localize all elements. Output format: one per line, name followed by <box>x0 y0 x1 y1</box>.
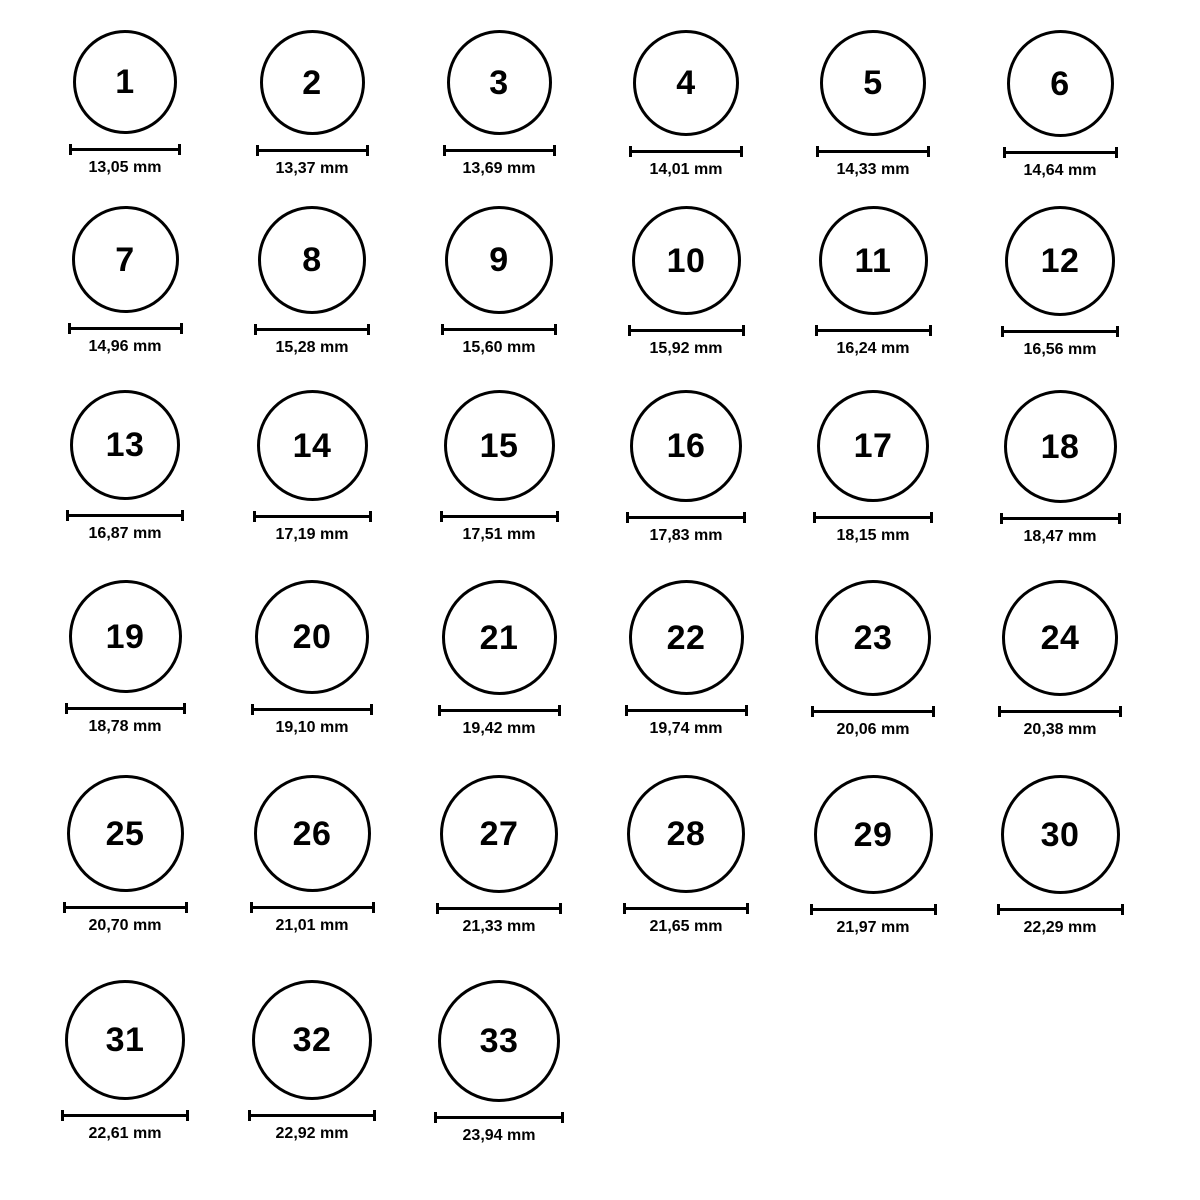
diameter-label: 14,33 mm <box>836 161 910 178</box>
ring-size-number: 5 <box>863 64 883 102</box>
diameter-label: 16,87 mm <box>88 525 162 542</box>
ring-size-number: 23 <box>853 619 893 657</box>
measure-line <box>810 908 937 911</box>
measure-tick-right <box>934 904 937 915</box>
measure-tick-right <box>1116 326 1119 337</box>
measure-tick-left <box>434 1112 437 1123</box>
ring-size-number: 3 <box>489 63 509 102</box>
ring-circle-wrapper <box>69 580 182 693</box>
diameter-measure-bar <box>1003 147 1118 157</box>
measure-tick-right <box>932 706 935 717</box>
diameter-measure-bar <box>69 144 181 154</box>
diameter-measure-bar <box>253 511 372 521</box>
ring-circle-wrapper <box>445 206 553 314</box>
ring-size-number: 14 <box>292 426 332 465</box>
measure-tick-right <box>1118 513 1121 524</box>
measure-tick-right <box>740 146 743 157</box>
measure-tick-right <box>927 146 930 157</box>
measure-tick-right <box>180 323 183 334</box>
measure-line <box>1001 330 1119 333</box>
ring-size-cell <box>227 980 397 1143</box>
ring-circle-outline <box>255 580 369 694</box>
measure-tick-left <box>66 510 69 521</box>
ring-circle-wrapper <box>630 390 742 502</box>
ring-circle-outline <box>817 390 929 502</box>
ring-size-cell <box>975 30 1145 180</box>
ring-circle-wrapper <box>819 206 928 315</box>
measure-line <box>438 709 561 712</box>
ring-circle-wrapper <box>815 580 931 696</box>
ring-size-cell <box>788 30 958 179</box>
diameter-label: 22,61 mm <box>88 1125 162 1142</box>
measure-tick-left <box>816 146 819 157</box>
measure-line <box>63 906 188 909</box>
ring-size-cell <box>975 775 1145 937</box>
ring-size-number: 33 <box>479 1022 519 1060</box>
measure-tick-right <box>743 512 746 523</box>
ring-size-number: 7 <box>115 240 135 279</box>
measure-line <box>61 1114 189 1117</box>
measure-line <box>251 708 373 711</box>
ring-size-number: 32 <box>292 1021 332 1059</box>
measure-tick-right <box>929 325 932 336</box>
ring-circle-wrapper <box>72 206 179 313</box>
diameter-measure-bar <box>625 705 748 715</box>
ring-size-cell <box>975 206 1145 359</box>
diameter-measure-bar <box>61 1110 189 1120</box>
measure-tick-left <box>628 325 631 336</box>
ring-size-cell <box>227 775 397 935</box>
measure-tick-left <box>623 903 626 914</box>
ring-circle-wrapper <box>67 775 184 892</box>
ring-size-cell <box>40 206 210 356</box>
ring-circle-wrapper <box>629 580 744 695</box>
diameter-measure-bar <box>628 325 745 335</box>
ring-circle-wrapper <box>627 775 745 893</box>
ring-size-number: 20 <box>292 618 332 656</box>
measure-line <box>997 908 1124 911</box>
ring-circle-wrapper <box>257 390 368 501</box>
measure-tick-left <box>1000 513 1003 524</box>
ring-size-number: 26 <box>292 814 332 853</box>
measure-tick-right <box>556 511 559 522</box>
ring-circle-wrapper <box>73 30 177 134</box>
diameter-measure-bar <box>1000 513 1121 523</box>
diameter-label: 19,10 mm <box>275 719 349 736</box>
diameter-label: 17,83 mm <box>649 527 723 544</box>
diameter-measure-bar <box>440 511 559 521</box>
measure-tick-left <box>251 704 254 715</box>
measure-line <box>69 148 181 151</box>
measure-tick-right <box>745 705 748 716</box>
ring-size-cell <box>40 980 210 1143</box>
measure-tick-right <box>1115 147 1118 158</box>
diameter-measure-bar <box>65 703 186 713</box>
diameter-label: 21,97 mm <box>836 919 910 936</box>
diameter-label: 15,28 mm <box>275 339 349 356</box>
measure-tick-left <box>438 705 441 716</box>
ring-size-cell <box>601 390 771 545</box>
measure-tick-right <box>554 324 557 335</box>
ring-size-cell <box>601 775 771 936</box>
measure-tick-left <box>253 511 256 522</box>
diameter-measure-bar <box>997 904 1124 914</box>
ring-circle-wrapper <box>252 980 372 1100</box>
ring-size-number: 28 <box>666 815 706 853</box>
ring-size-cell <box>788 390 958 545</box>
ring-circle-outline <box>442 580 557 695</box>
diameter-label: 17,51 mm <box>462 526 536 543</box>
diameter-measure-bar <box>811 706 935 716</box>
measure-line <box>254 328 370 331</box>
diameter-label: 19,74 mm <box>649 720 723 737</box>
ring-circle-outline <box>438 980 560 1102</box>
diameter-label: 13,05 mm <box>88 159 162 176</box>
diameter-label: 18,15 mm <box>836 527 910 544</box>
ring-circle-wrapper <box>65 980 185 1100</box>
diameter-measure-bar <box>248 1110 376 1120</box>
ring-circle-outline <box>1002 580 1118 696</box>
measure-line <box>628 329 745 332</box>
ring-circle-wrapper <box>254 775 371 892</box>
diameter-measure-bar <box>815 325 932 335</box>
measure-tick-right <box>742 325 745 336</box>
measure-tick-right <box>930 512 933 523</box>
measure-tick-left <box>250 902 253 913</box>
ring-size-cell <box>788 206 958 358</box>
ring-circle-wrapper <box>255 580 369 694</box>
diameter-label: 21,33 mm <box>462 918 536 935</box>
ring-size-number: 11 <box>854 241 892 280</box>
diameter-measure-bar <box>443 145 556 155</box>
ring-circle-outline <box>814 775 933 894</box>
ring-size-cell <box>227 390 397 544</box>
ring-circle-outline <box>252 980 372 1100</box>
ring-size-cell <box>414 775 584 936</box>
ring-size-number: 18 <box>1040 427 1080 466</box>
ring-circle-outline <box>70 390 180 500</box>
measure-tick-right <box>561 1112 564 1123</box>
measure-tick-right <box>367 324 370 335</box>
measure-tick-left <box>248 1110 251 1121</box>
measure-tick-right <box>373 1110 376 1121</box>
ring-size-number: 25 <box>105 814 145 853</box>
measure-tick-left <box>810 904 813 915</box>
ring-size-number: 16 <box>666 427 706 465</box>
measure-line <box>248 1114 376 1117</box>
measure-tick-left <box>813 512 816 523</box>
diameter-label: 18,78 mm <box>88 718 162 735</box>
ring-circle-outline <box>447 30 552 135</box>
measure-tick-right <box>746 903 749 914</box>
ring-circle-outline <box>257 390 368 501</box>
measure-line <box>629 150 743 153</box>
ring-circle-wrapper <box>1007 30 1114 137</box>
ring-circle-outline <box>444 390 555 501</box>
diameter-label: 14,01 mm <box>649 161 723 178</box>
diameter-label: 13,69 mm <box>462 160 536 177</box>
ring-circle-outline <box>632 206 741 315</box>
ring-size-cell <box>227 580 397 737</box>
diameter-measure-bar <box>1001 326 1119 336</box>
diameter-label: 21,65 mm <box>649 918 723 935</box>
ring-circle-outline <box>73 30 177 134</box>
measure-line <box>253 515 372 518</box>
ring-circle-wrapper <box>1001 775 1120 894</box>
measure-tick-right <box>370 704 373 715</box>
ring-size-number: 15 <box>479 426 519 465</box>
diameter-label: 22,92 mm <box>275 1125 349 1142</box>
measure-tick-left <box>63 902 66 913</box>
diameter-measure-bar <box>256 145 369 155</box>
ring-size-cell <box>40 775 210 935</box>
ring-circle-outline <box>440 775 558 893</box>
diameter-measure-bar <box>250 902 375 912</box>
ring-size-cell <box>414 206 584 357</box>
measure-line <box>65 707 186 710</box>
diameter-measure-bar <box>813 512 933 522</box>
ring-size-number: 22 <box>666 618 706 657</box>
ring-size-cell <box>414 390 584 544</box>
ring-size-number: 17 <box>853 427 893 465</box>
measure-tick-right <box>369 511 372 522</box>
measure-tick-right <box>183 703 186 714</box>
measure-tick-right <box>558 705 561 716</box>
ring-size-cell <box>601 30 771 179</box>
ring-size-cell <box>40 30 210 177</box>
ring-size-number: 10 <box>666 241 706 280</box>
ring-circle-outline <box>1005 206 1115 316</box>
measure-tick-left <box>254 324 257 335</box>
ring-circle-outline <box>67 775 184 892</box>
diameter-label: 19,42 mm <box>462 720 536 737</box>
ring-size-cell <box>414 580 584 738</box>
diameter-label: 16,56 mm <box>1023 341 1097 358</box>
ring-size-cell <box>601 206 771 358</box>
ring-circle-outline <box>630 390 742 502</box>
ring-size-cell <box>414 30 584 178</box>
ring-circle-wrapper <box>447 30 552 135</box>
measure-line <box>68 327 183 330</box>
diameter-measure-bar <box>251 704 373 714</box>
measure-line <box>626 516 746 519</box>
ring-circle-outline <box>819 206 928 315</box>
measure-line <box>256 149 369 152</box>
ring-size-number: 9 <box>489 241 509 279</box>
measure-tick-left <box>69 144 72 155</box>
ring-circle-wrapper <box>632 206 741 315</box>
measure-tick-right <box>1121 904 1124 915</box>
diameter-label: 17,19 mm <box>275 526 349 543</box>
ring-circle-outline <box>260 30 365 135</box>
ring-size-number: 29 <box>853 815 893 854</box>
measure-line <box>66 514 184 517</box>
diameter-label: 16,24 mm <box>836 340 910 357</box>
diameter-measure-bar <box>629 146 743 156</box>
ring-size-cell <box>975 580 1145 739</box>
ring-size-number: 2 <box>302 63 322 102</box>
ring-circle-wrapper <box>440 775 558 893</box>
measure-line <box>1000 517 1121 520</box>
measure-tick-left <box>65 703 68 714</box>
measure-tick-left <box>440 511 443 522</box>
diameter-measure-bar <box>810 904 937 914</box>
ring-circle-wrapper <box>70 390 180 500</box>
ring-size-number: 13 <box>105 426 145 464</box>
ring-size-cell <box>227 206 397 357</box>
diameter-measure-bar <box>63 902 188 912</box>
ring-circle-wrapper <box>814 775 933 894</box>
ring-circle-wrapper <box>1004 390 1117 503</box>
measure-tick-right <box>366 145 369 156</box>
ring-circle-outline <box>633 30 739 136</box>
ring-circle-outline <box>1001 775 1120 894</box>
ring-size-number: 27 <box>479 815 519 853</box>
diameter-label: 20,38 mm <box>1023 721 1097 738</box>
ring-circle-wrapper <box>1005 206 1115 316</box>
ring-circle-outline <box>627 775 745 893</box>
ring-size-number: 1 <box>115 63 135 101</box>
measure-tick-left <box>998 706 1001 717</box>
ring-size-cell <box>227 30 397 178</box>
ring-circle-wrapper <box>817 390 929 502</box>
measure-line <box>434 1116 564 1119</box>
diameter-measure-bar <box>434 1112 564 1122</box>
measure-line <box>815 329 932 332</box>
diameter-label: 20,70 mm <box>88 917 162 934</box>
measure-tick-left <box>68 323 71 334</box>
diameter-label: 13,37 mm <box>275 160 349 177</box>
ring-circle-outline <box>65 980 185 1100</box>
ring-circle-wrapper <box>444 390 555 501</box>
ring-circle-wrapper <box>260 30 365 135</box>
diameter-measure-bar <box>66 510 184 520</box>
ring-size-cell <box>414 980 584 1145</box>
diameter-measure-bar <box>623 903 749 913</box>
measure-line <box>998 710 1122 713</box>
measure-tick-right <box>1119 706 1122 717</box>
diameter-label: 21,01 mm <box>275 917 349 934</box>
ring-circle-wrapper <box>258 206 366 314</box>
measure-tick-left <box>626 512 629 523</box>
measure-tick-left <box>1003 147 1006 158</box>
measure-tick-left <box>1001 326 1004 337</box>
diameter-measure-bar <box>816 146 930 156</box>
ring-circle-outline <box>258 206 366 314</box>
measure-line <box>250 906 375 909</box>
measure-tick-right <box>372 902 375 913</box>
diameter-measure-bar <box>441 324 557 334</box>
ring-size-cell <box>975 390 1145 546</box>
ring-circle-wrapper <box>438 980 560 1102</box>
ring-size-number: 21 <box>479 618 519 657</box>
ring-circle-outline <box>445 206 553 314</box>
ring-size-number: 12 <box>1040 242 1080 280</box>
measure-tick-left <box>441 324 444 335</box>
diameter-label: 22,29 mm <box>1023 919 1097 936</box>
measure-line <box>441 328 557 331</box>
diameter-label: 23,94 mm <box>462 1127 536 1144</box>
ring-size-cell <box>788 775 958 937</box>
diameter-measure-bar <box>436 903 562 913</box>
measure-line <box>440 515 559 518</box>
diameter-measure-bar <box>254 324 370 334</box>
measure-tick-left <box>815 325 818 336</box>
ring-size-number: 4 <box>676 64 696 102</box>
ring-circle-wrapper <box>820 30 926 136</box>
diameter-label: 14,64 mm <box>1023 162 1097 179</box>
measure-tick-left <box>997 904 1000 915</box>
ring-circle-outline <box>629 580 744 695</box>
measure-tick-left <box>436 903 439 914</box>
ring-size-number: 8 <box>302 241 322 279</box>
diameter-measure-bar <box>438 705 561 715</box>
ring-size-cell <box>788 580 958 739</box>
measure-tick-right <box>178 144 181 155</box>
diameter-measure-bar <box>68 323 183 333</box>
measure-line <box>1003 151 1118 154</box>
diameter-label: 15,92 mm <box>649 340 723 357</box>
diameter-label: 20,06 mm <box>836 721 910 738</box>
ring-size-number: 31 <box>105 1021 145 1059</box>
ring-circle-outline <box>69 580 182 693</box>
measure-line <box>623 907 749 910</box>
ring-size-cell <box>601 580 771 738</box>
measure-tick-left <box>443 145 446 156</box>
measure-tick-left <box>625 705 628 716</box>
measure-line <box>813 516 933 519</box>
measure-tick-right <box>185 902 188 913</box>
ring-circle-wrapper <box>1002 580 1118 696</box>
ring-circle-outline <box>820 30 926 136</box>
measure-tick-right <box>181 510 184 521</box>
diameter-label: 18,47 mm <box>1023 528 1097 545</box>
ring-circle-outline <box>72 206 179 313</box>
ring-circle-outline <box>254 775 371 892</box>
measure-tick-left <box>61 1110 64 1121</box>
measure-line <box>811 710 935 713</box>
ring-circle-outline <box>1004 390 1117 503</box>
ring-circle-wrapper <box>633 30 739 136</box>
measure-tick-right <box>186 1110 189 1121</box>
diameter-label: 14,96 mm <box>88 338 162 355</box>
ring-size-cell <box>40 580 210 736</box>
measure-tick-left <box>629 146 632 157</box>
ring-circle-outline <box>815 580 931 696</box>
measure-line <box>816 150 930 153</box>
diameter-measure-bar <box>626 512 746 522</box>
measure-tick-right <box>553 145 556 156</box>
ring-size-cell <box>40 390 210 543</box>
measure-line <box>625 709 748 712</box>
measure-line <box>443 149 556 152</box>
ring-size-number: 30 <box>1040 815 1080 854</box>
measure-tick-left <box>811 706 814 717</box>
ring-size-number: 19 <box>105 617 145 656</box>
ring-circle-wrapper <box>442 580 557 695</box>
ring-circle-outline <box>1007 30 1114 137</box>
measure-tick-left <box>256 145 259 156</box>
measure-tick-right <box>559 903 562 914</box>
diameter-label: 15,60 mm <box>462 339 536 356</box>
ring-size-number: 24 <box>1040 619 1080 657</box>
diameter-measure-bar <box>998 706 1122 716</box>
measure-line <box>436 907 562 910</box>
ring-size-number: 6 <box>1050 64 1070 103</box>
